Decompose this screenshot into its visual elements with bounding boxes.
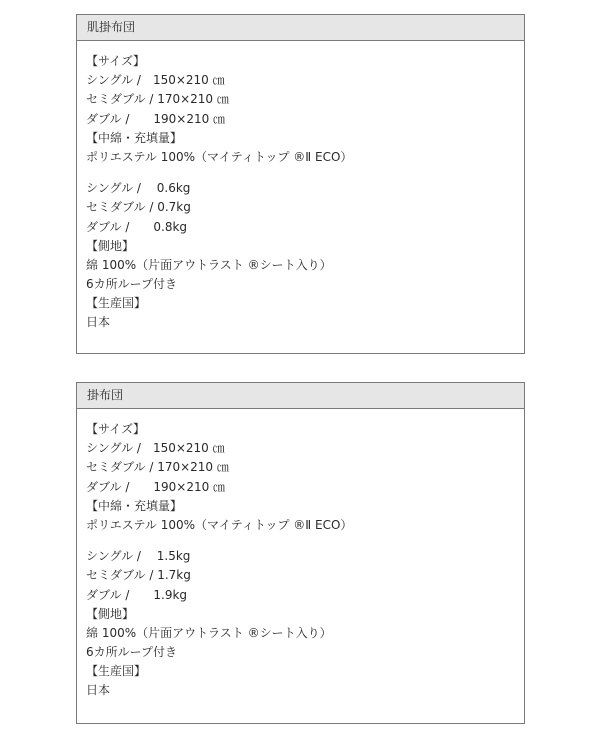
weight-double: ダブル / 0.8kg [86,219,188,234]
origin-value: 日本 [86,683,111,698]
spec-box-title: 肌掛布団 [77,15,524,41]
cover-material: 綿 100%（片面アウトラスト ®シート入り） [86,257,332,272]
weight-single: シングル / 0.6kg [86,181,191,196]
spec-box-comforter [76,382,525,724]
spec-box-light-comforter [76,14,525,354]
origin-value: 日本 [86,315,111,330]
size-single: シングル / 150×210 ㎝ [86,441,225,456]
size-semi-double: セミダブル / 170×210 ㎝ [86,460,229,475]
origin-header: 【生産国】 [86,664,147,679]
size-double: ダブル / 190×210 ㎝ [86,111,226,126]
size-header: 【サイズ】 [86,422,146,436]
weight-single: シングル / 1.5kg [86,549,191,564]
origin-header: 【生産国】 [86,296,147,311]
spec-box-title: 掛布団 [77,383,524,409]
cover-header: 【側地】 [86,606,135,621]
size-semi-double: セミダブル / 170×210 ㎝ [86,92,229,107]
size-header: 【サイズ】 [86,54,146,68]
cover-loops: 6カ所ループ付き [86,277,178,292]
filling-material: ポリエステル 100%（マイティトップ ®Ⅱ ECO） [86,149,353,164]
spacer [86,167,524,179]
spacer [86,535,524,547]
weight-semi-double: セミダブル / 1.7kg [86,568,191,583]
filling-material: ポリエステル 100%（マイティトップ ®Ⅱ ECO） [86,517,353,532]
filling-header: 【中綿・充填量】 [86,130,183,145]
cover-material: 綿 100%（片面アウトラスト ®シート入り） [86,625,332,640]
cover-header: 【側地】 [86,238,135,253]
size-single: シングル / 150×210 ㎝ [86,73,225,88]
spec-box-body [77,41,524,333]
size-double: ダブル / 190×210 ㎝ [86,479,226,494]
weight-semi-double: セミダブル / 0.7kg [86,200,191,215]
spec-box-body [77,409,524,701]
weight-double: ダブル / 1.9kg [86,587,188,602]
filling-header: 【中綿・充填量】 [86,498,183,513]
cover-loops: 6カ所ループ付き [86,645,178,660]
